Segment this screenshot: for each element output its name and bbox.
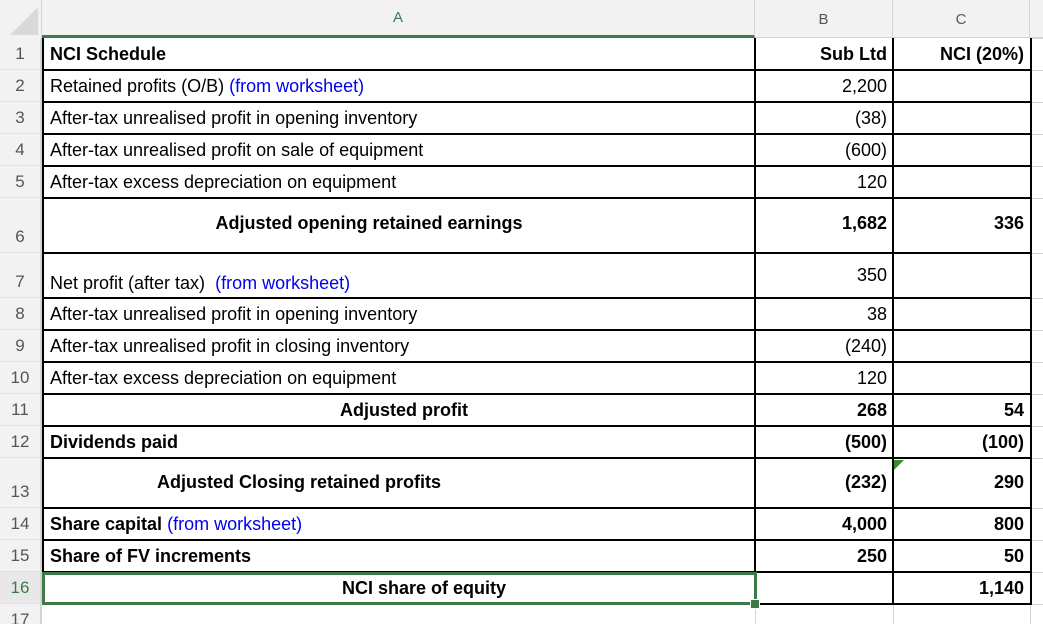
select-all-button[interactable] [0, 0, 42, 38]
label-text: Share capital [50, 513, 163, 534]
cell-c8[interactable] [893, 298, 1030, 330]
cell-c15[interactable]: 50 [1003, 545, 1024, 566]
cell-b9[interactable]: (240) [844, 335, 887, 356]
cell-b5[interactable]: 120 [856, 171, 887, 192]
cell-a16[interactable]: NCI share of equity [341, 577, 507, 598]
cell-c4[interactable] [893, 134, 1030, 166]
cell-b6[interactable]: 1,682 [841, 213, 887, 233]
cell-a1[interactable]: NCI Schedule [50, 43, 167, 64]
cell-a10[interactable]: After-tax excess depreciation on equipment [50, 367, 397, 388]
cell-a13[interactable]: Adjusted Closing retained profits [156, 471, 442, 492]
row-header-11[interactable]: 11 [0, 394, 42, 426]
row-header-5[interactable]: 5 [0, 166, 42, 198]
cell-c9[interactable] [893, 330, 1030, 362]
row-header-13[interactable]: 13 [0, 458, 42, 508]
error-indicator-icon[interactable] [894, 460, 904, 470]
cell-a9[interactable]: After-tax unrealised profit in closing inventory [50, 335, 410, 356]
cell-b2[interactable]: 2,200 [841, 75, 887, 96]
cell-c2[interactable] [893, 70, 1030, 102]
cell-c12[interactable]: (100) [981, 431, 1024, 452]
cell-a4[interactable]: After-tax unrealised profit on sale of equipment [50, 139, 424, 160]
cell-b4[interactable]: (600) [844, 139, 887, 160]
column-header-b[interactable]: B [755, 0, 893, 38]
source-note: (from worksheet) [229, 75, 365, 96]
row-header-2[interactable]: 2 [0, 70, 42, 102]
row-header-1[interactable]: 1 [0, 38, 42, 70]
cell-b15[interactable]: 250 [856, 545, 887, 566]
cell-b3[interactable]: (38) [854, 107, 887, 128]
cell-b1[interactable]: Sub Ltd [820, 43, 887, 64]
row-header-16[interactable]: 16 [0, 572, 42, 604]
row-header-10[interactable]: 10 [0, 362, 42, 394]
cell-c13[interactable]: 290 [993, 471, 1024, 492]
cell-c6[interactable]: 336 [993, 213, 1024, 233]
row-header-17[interactable]: 17 [0, 604, 42, 624]
active-cell-selection[interactable] [42, 572, 757, 605]
row-header-8[interactable]: 8 [0, 298, 42, 330]
cell-a11[interactable]: Adjusted profit [340, 399, 468, 420]
cell-b7[interactable]: 350 [856, 265, 887, 285]
cell-b11[interactable]: 268 [856, 399, 887, 420]
row-header-6[interactable]: 6 [0, 198, 42, 253]
row-header-15[interactable]: 15 [0, 540, 42, 572]
row-header-12[interactable]: 12 [0, 426, 42, 458]
cell-b8[interactable]: 38 [866, 303, 887, 324]
cell-b10[interactable]: 120 [856, 367, 887, 388]
cell-a3[interactable]: After-tax unrealised profit in opening inventory [50, 107, 418, 128]
row-header-14[interactable]: 14 [0, 508, 42, 540]
row-header-7[interactable]: 7 [0, 253, 42, 298]
cell-c11[interactable]: 54 [1003, 399, 1024, 420]
fill-handle[interactable] [750, 599, 760, 609]
label-text: Net profit (after tax) [50, 273, 206, 293]
select-all-triangle-icon [10, 7, 38, 35]
cell-c3[interactable] [893, 102, 1030, 134]
cell-a6[interactable]: Adjusted opening retained earnings [215, 213, 523, 233]
cell-b14[interactable]: 4,000 [841, 513, 887, 534]
cell-c16[interactable]: 1,140 [978, 577, 1024, 598]
column-header-c[interactable]: C [893, 0, 1030, 38]
cell-c7[interactable] [893, 253, 1030, 298]
column-header-a[interactable]: A [42, 0, 755, 38]
row-header-3[interactable]: 3 [0, 102, 42, 134]
row-header-9[interactable]: 9 [0, 330, 42, 362]
source-note: (from worksheet) [167, 513, 303, 534]
cell-b16[interactable] [755, 572, 893, 604]
cell-a8[interactable]: After-tax unrealised profit in opening inventory [50, 303, 418, 324]
cell-b12[interactable]: (500) [844, 431, 887, 452]
cell-c10[interactable] [893, 362, 1030, 394]
cell-c5[interactable] [893, 166, 1030, 198]
cell-a14[interactable] [44, 508, 754, 540]
cell-a12[interactable]: Dividends paid [50, 431, 179, 452]
cell-a5[interactable]: After-tax excess depreciation on equipment [50, 171, 397, 192]
source-note: (from worksheet) [215, 273, 351, 293]
cell-a2[interactable] [44, 70, 754, 102]
row-header-4[interactable]: 4 [0, 134, 42, 166]
cell-a15[interactable]: Share of FV increments [50, 545, 252, 566]
cell-c14[interactable]: 800 [993, 513, 1024, 534]
cell-c1[interactable]: NCI (20%) [939, 43, 1024, 64]
cell-a7[interactable] [44, 253, 754, 298]
label-text: Retained profits (O/B) [50, 75, 225, 96]
cell-b13[interactable]: (232) [844, 471, 887, 492]
